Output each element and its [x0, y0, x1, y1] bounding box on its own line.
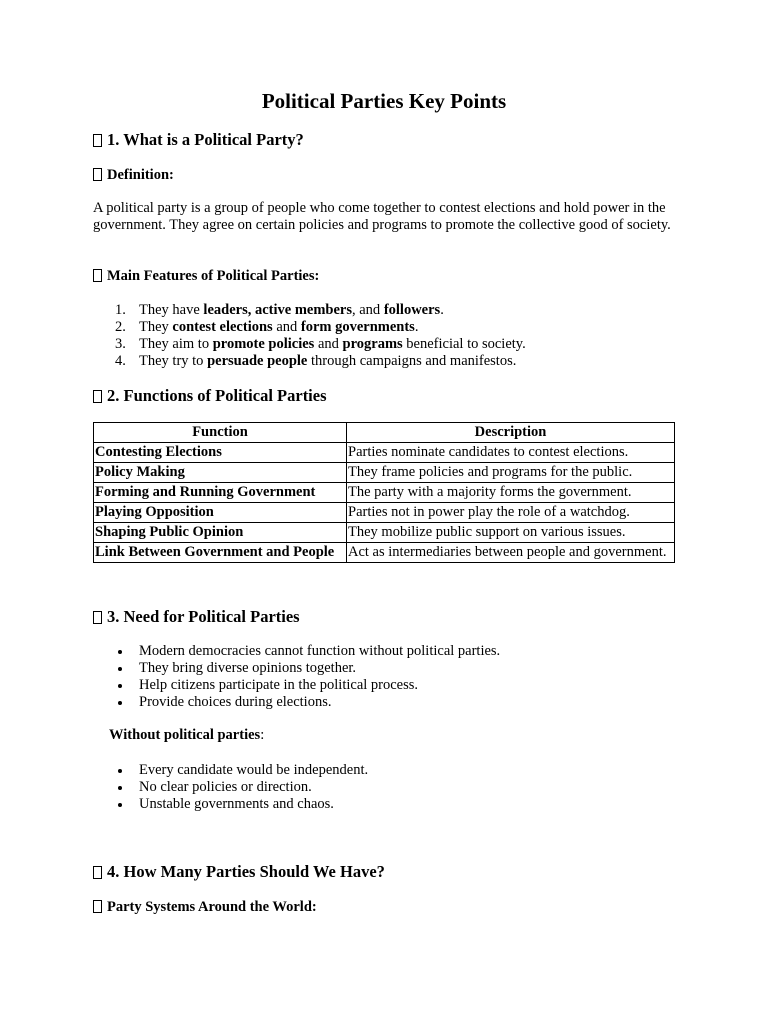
text: , and	[352, 302, 384, 318]
table-row	[94, 483, 675, 503]
text: and	[272, 319, 301, 335]
list-item	[110, 336, 690, 353]
table-header-row	[94, 423, 675, 443]
definition-heading: Definition:	[93, 166, 174, 184]
description-cell: Act as intermediaries between people and government.	[347, 543, 675, 563]
need-list	[110, 643, 690, 711]
list-number: 3.	[115, 336, 126, 352]
missing-glyph-icon	[93, 134, 102, 147]
column-header-description: Description	[347, 423, 675, 443]
text: .	[414, 319, 419, 335]
text: They have	[139, 302, 204, 318]
text: .	[440, 302, 444, 318]
bullet-icon	[118, 803, 122, 807]
bold-text: promote policies	[212, 336, 315, 352]
text: They	[139, 319, 173, 335]
description-cell: They mobilize public support on various issues.	[347, 523, 675, 543]
missing-glyph-icon	[93, 168, 102, 181]
section-2-heading: 2. Functions of Political Parties	[93, 386, 327, 406]
list-item-text: Unstable governments and chaos.	[139, 796, 334, 812]
bold-text: leaders, active members	[203, 302, 352, 318]
bullet-icon	[118, 701, 122, 705]
description-cell: Parties nominate candidates to contest elections.	[347, 443, 675, 463]
bold-text: contest elections	[172, 319, 273, 335]
bullet-icon	[118, 786, 122, 790]
missing-glyph-icon	[93, 866, 102, 879]
bold-text: persuade people	[207, 353, 308, 369]
list-item-text: Modern democracies cannot function without political parties.	[139, 643, 501, 659]
list-item-text: Provide choices during elections.	[139, 694, 332, 710]
function-cell: Forming and Running Government	[94, 483, 347, 503]
definition-paragraph: A political party is a group of people who come together to contest elections and hold power in the government. They agree on certain policies and programs to promote the collective good of society.	[93, 200, 671, 233]
list-number: 2.	[115, 319, 126, 335]
text: beneficial to society.	[402, 336, 526, 352]
missing-glyph-icon	[93, 269, 102, 282]
without-parties-label: Without political parties:	[109, 727, 265, 743]
list-item	[110, 302, 690, 319]
missing-glyph-icon	[93, 900, 102, 913]
features-list	[110, 302, 690, 370]
list-item	[110, 779, 690, 796]
table-row	[94, 463, 675, 483]
party-systems-heading: Party Systems Around the World:	[93, 898, 317, 916]
list-item	[110, 353, 690, 370]
list-item	[110, 796, 690, 813]
list-item-text: No clear policies or direction.	[139, 779, 312, 795]
bold-text: programs	[342, 336, 403, 352]
section-1-heading: 1. What is a Political Party?	[93, 130, 304, 150]
list-item-text: Help citizens participate in the political process.	[139, 677, 419, 693]
list-item	[110, 319, 690, 336]
description-cell: Parties not in power play the role of a watchdog.	[347, 503, 675, 523]
list-item	[110, 694, 690, 711]
text: and	[314, 336, 343, 352]
list-item	[110, 660, 690, 677]
table-row	[94, 443, 675, 463]
missing-glyph-icon	[93, 390, 102, 403]
text: through campaigns and manifestos.	[307, 353, 517, 369]
list-item-text: Every candidate would be independent.	[139, 762, 369, 778]
bullet-icon	[118, 650, 122, 654]
text: They aim to	[139, 336, 213, 352]
bullet-icon	[118, 769, 122, 773]
table-row	[94, 523, 675, 543]
bold-text: form governments	[300, 319, 415, 335]
missing-glyph-icon	[93, 611, 102, 624]
list-item	[110, 762, 690, 779]
text: They try to	[139, 353, 208, 369]
bold-text: followers	[383, 302, 441, 318]
function-cell: Shaping Public Opinion	[94, 523, 347, 543]
description-cell: The party with a majority forms the government.	[347, 483, 675, 503]
list-item	[110, 677, 690, 694]
functions-table	[93, 422, 675, 563]
column-header-function: Function	[94, 423, 347, 443]
bullet-icon	[118, 667, 122, 671]
table-row	[94, 543, 675, 563]
description-cell: They frame policies and programs for the public.	[347, 463, 675, 483]
function-cell: Contesting Elections	[94, 443, 347, 463]
document-title: Political Parties Key Points	[261, 89, 507, 113]
list-number: 4.	[115, 353, 126, 369]
section-4-heading: 4. How Many Parties Should We Have?	[93, 862, 385, 882]
function-cell: Link Between Government and People	[94, 543, 347, 563]
features-heading: Main Features of Political Parties:	[93, 267, 319, 285]
without-list	[110, 762, 690, 813]
bullet-icon	[118, 684, 122, 688]
section-3-heading: 3. Need for Political Parties	[93, 607, 300, 627]
function-cell: Policy Making	[94, 463, 347, 483]
function-cell: Playing Opposition	[94, 503, 347, 523]
list-number: 1.	[115, 302, 126, 318]
table-row	[94, 503, 675, 523]
list-item	[110, 643, 690, 660]
list-item-text: They bring diverse opinions together.	[139, 660, 357, 676]
